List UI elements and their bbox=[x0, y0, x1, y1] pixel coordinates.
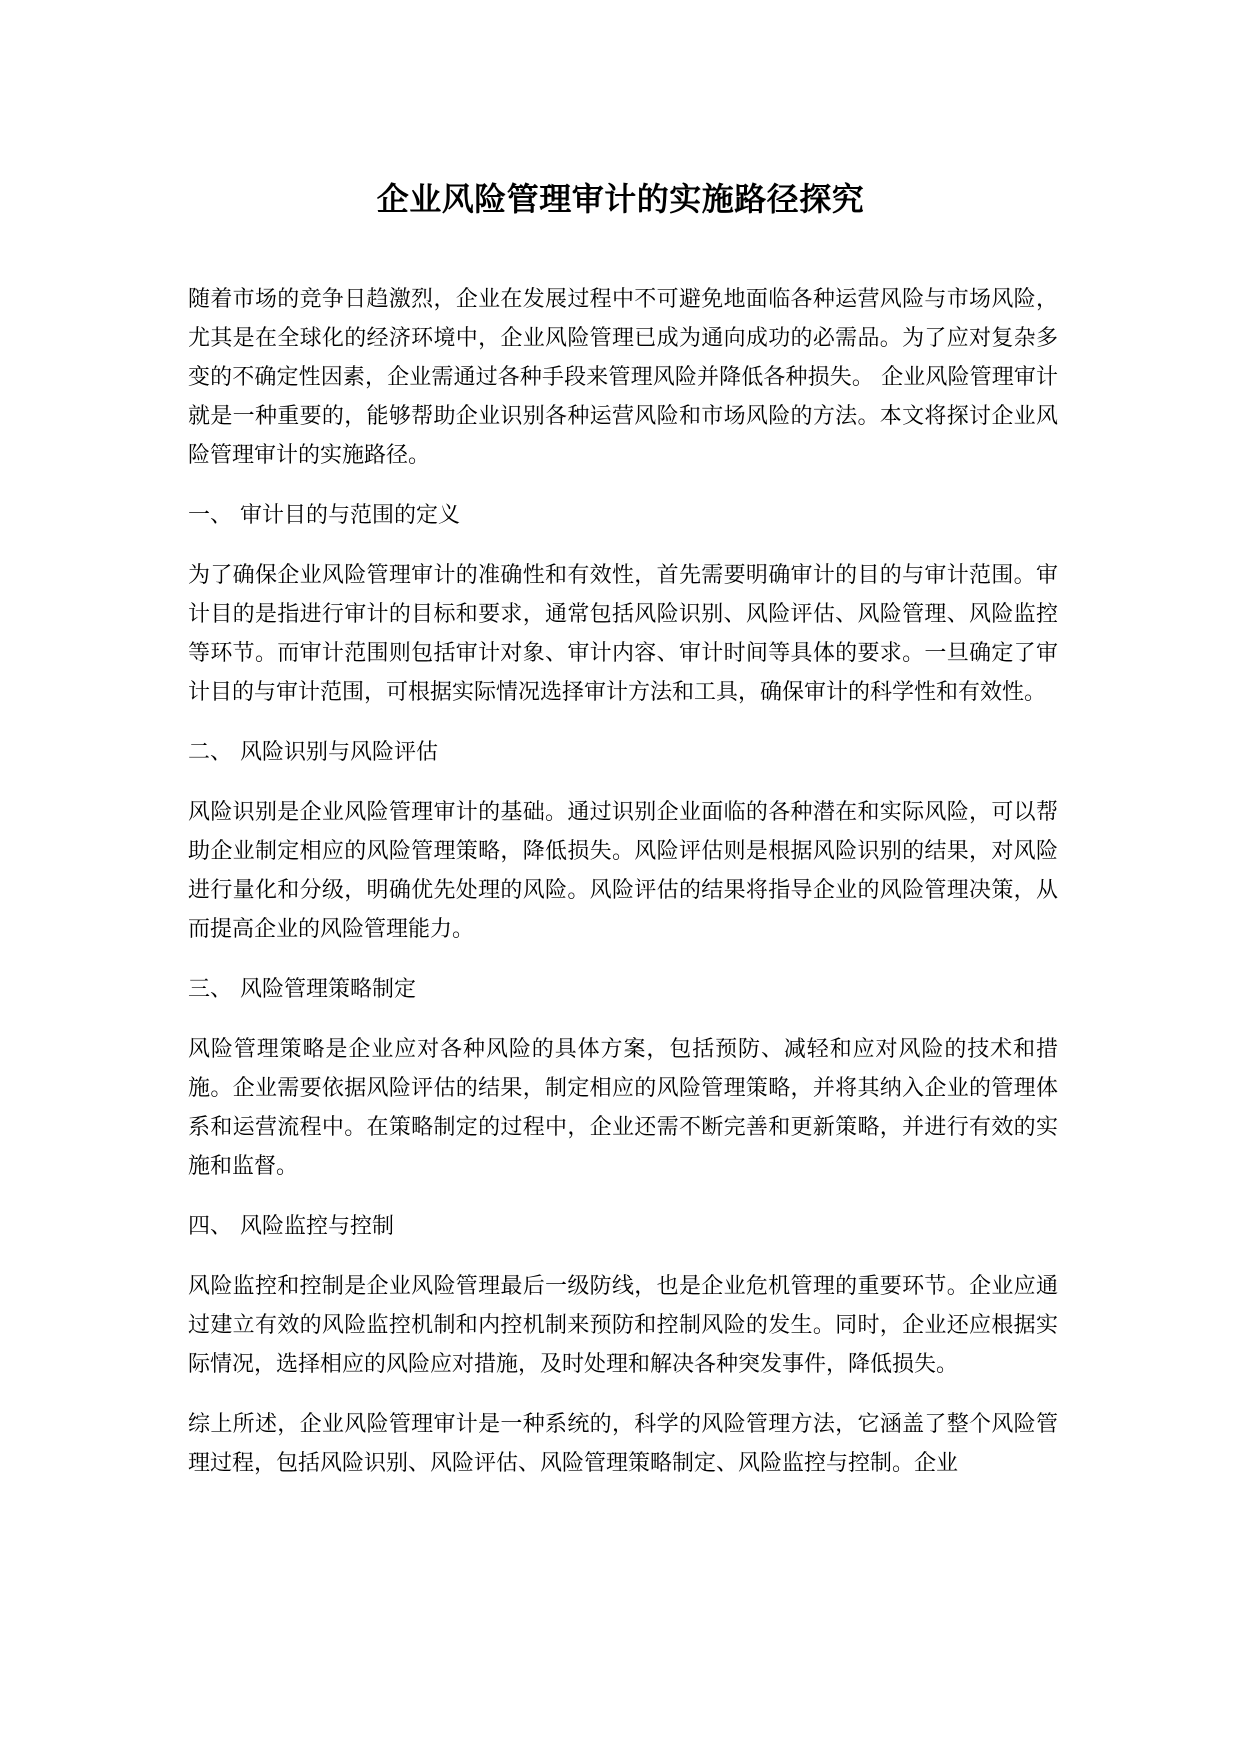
section-number: 四、 bbox=[188, 1214, 233, 1239]
section-paragraph-1: 为了确保企业风险管理审计的准确性和有效性，首先需要明确审计的目的与审计范围。审计目的是指进行审计的目标和要求，通常包括风险识别、风险评估、风险管理、风险监控等环节。而审计范围则包括审计对象、审计内容、审计时间等具体的要求。一旦确定了审计目的与审计范围，可根据实际情况选择审计方法和工具，确保审计的科学性和有效性。 bbox=[188, 563, 1058, 705]
section-title: 审计目的与范围的定义 bbox=[240, 503, 461, 528]
section-number: 三、 bbox=[188, 977, 233, 1002]
section-paragraph-4: 风险监控和控制是企业风险管理最后一级防线，也是企业危机管理的重要环节。企业应通过建立有效的风险监控机制和内控机制来预防和控制风险的发生。同时，企业还应根据实际情况，选择相应的风险应对措施，及时处理和解决各种突发事件，降低损失。 bbox=[188, 1274, 1058, 1377]
document-body bbox=[188, 280, 1058, 1504]
intro-paragraph: 随着市场的竞争日趋激烈，企业在发展过程中不可避免地面临各种运营风险与市场风险，尤其是在全球化的经济环境中，企业风险管理已成为通向成功的必需品。为了应对复杂多变的不确定性因素，企业需通过各种手段来管理风险并降低各种损失。 企业风险管理审计就是一种重要的，能够帮助企业识别各种运营风险和市场风险的方法。本文将探讨企业风险管理审计的实施路径。 bbox=[188, 287, 1058, 468]
section-title: 风险管理策略制定 bbox=[240, 977, 417, 1002]
document-title: 企业风险管理审计的实施路径探究 bbox=[376, 180, 865, 218]
section-heading-3 bbox=[188, 970, 1058, 1009]
conclusion-paragraph: 综上所述，企业风险管理审计是一种系统的，科学的风险管理方法，它涵盖了整个风险管理过程，包括风险识别、风险评估、风险管理策略制定、风险监控与控制。企业 bbox=[188, 1412, 1058, 1476]
section-heading-4 bbox=[188, 1207, 1058, 1246]
section-paragraph-2: 风险识别是企业风险管理审计的基础。通过识别企业面临的各种潜在和实际风险，可以帮助企业制定相应的风险管理策略，降低损失。风险评估则是根据风险识别的结果，对风险进行量化和分级，明确优先处理的风险。风险评估的结果将指导企业的风险管理决策，从而提高企业的风险管理能力。 bbox=[188, 800, 1058, 942]
section-paragraph-3: 风险管理策略是企业应对各种风险的具体方案，包括预防、减轻和应对风险的技术和措施。企业需要依据风险评估的结果，制定相应的风险管理策略，并将其纳入企业的管理体系和运营流程中。在策略制定的过程中，企业还需不断完善和更新策略，并进行有效的实施和监督。 bbox=[188, 1037, 1058, 1179]
section-title: 风险监控与控制 bbox=[240, 1214, 395, 1239]
section-number: 二、 bbox=[188, 740, 233, 765]
section-heading-1 bbox=[188, 496, 1058, 535]
section-heading-2 bbox=[188, 733, 1058, 772]
section-title: 风险识别与风险评估 bbox=[240, 740, 439, 765]
section-number: 一、 bbox=[188, 503, 233, 528]
